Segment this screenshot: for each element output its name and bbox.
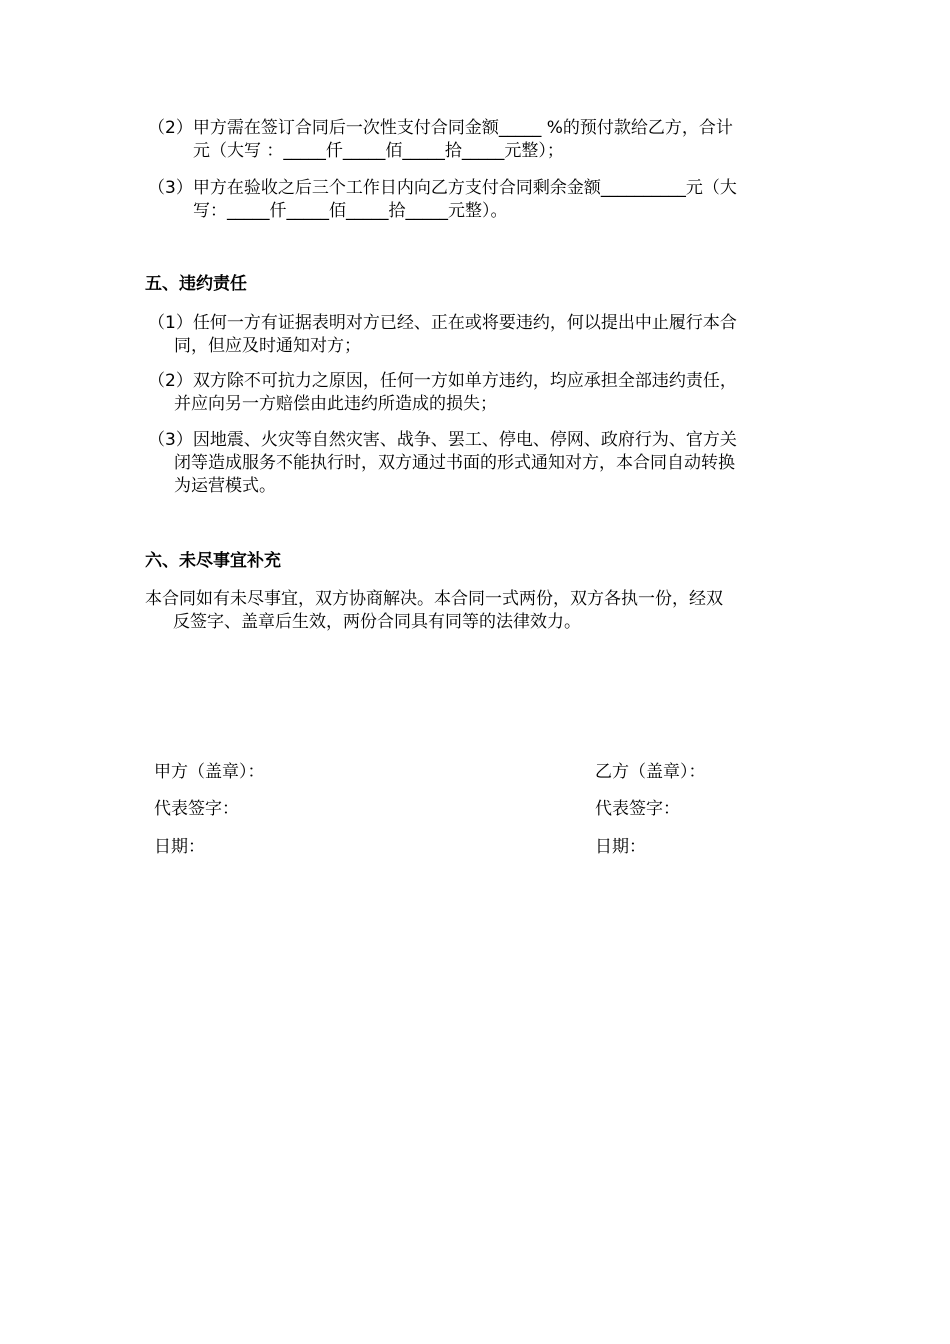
section-6-line-2: 反签字、盖章后生效，两份合同具有同等的法律效力。: [173, 612, 581, 632]
payment-item-2: [148, 117, 808, 163]
breach-item-3: [148, 429, 808, 498]
payment-item-3-line-2: 写：_____仟_____佰_____拾_____元整）。: [193, 201, 508, 221]
breach-item-2: [148, 370, 808, 416]
breach-item-1: [148, 312, 808, 358]
payment-item-2-line-1: （2）甲方需在签订合同后一次性支付合同金额_____ %的预付款给乙方，合计: [148, 118, 733, 138]
section-6-line-1: 本合同如有未尽事宜，双方协商解决。本合同一式两份，双方各执一份，经双: [145, 589, 723, 609]
breach-item-2-line-1: （2）双方除不可抗力之原因，任何一方如单方违约，均应承担全部违约责任，: [148, 371, 737, 391]
party-a-seal-label: 甲方（盖章）：: [154, 762, 265, 782]
breach-item-3-line-1: （3）因地震、火灾等自然灾害、战争、罢工、停电、停网、政府行为、官方关: [148, 430, 737, 450]
section-6-title: 六、未尽事宜补充: [145, 551, 281, 571]
party-b-date-label: 日期：: [595, 837, 646, 857]
party-b-rep-label: 代表签字：: [595, 799, 680, 819]
section-6-paragraph: [145, 588, 810, 634]
payment-item-3: [148, 177, 808, 223]
payment-item-2-line-2: 元（大写 ：_____仟_____佰_____拾_____元整）；: [193, 141, 564, 161]
payment-item-3-line-1: （3）甲方在验收之后三个工作日内向乙方支付合同剩余金额__________元（大: [148, 178, 737, 198]
breach-item-3-line-2: 闭等造成服务不能执行时，双方通过书面的形式通知对方，本合同自动转换: [174, 453, 735, 473]
breach-item-1-line-2: 同，但应及时通知对方；: [174, 336, 361, 356]
breach-item-1-line-1: （1）任何一方有证据表明对方已经、正在或将要违约，何以提出中止履行本合: [148, 313, 737, 333]
breach-item-2-line-2: 并应向另一方赔偿由此违约所造成的损失；: [174, 394, 497, 414]
party-b-seal-label: 乙方（盖章）：: [595, 762, 706, 782]
section-5-title: 五、违约责任: [145, 274, 247, 294]
breach-item-3-line-3: 为运营模式。: [174, 476, 276, 496]
party-a-rep-label: 代表签字：: [154, 799, 239, 819]
party-a-date-label: 日期：: [154, 837, 205, 857]
